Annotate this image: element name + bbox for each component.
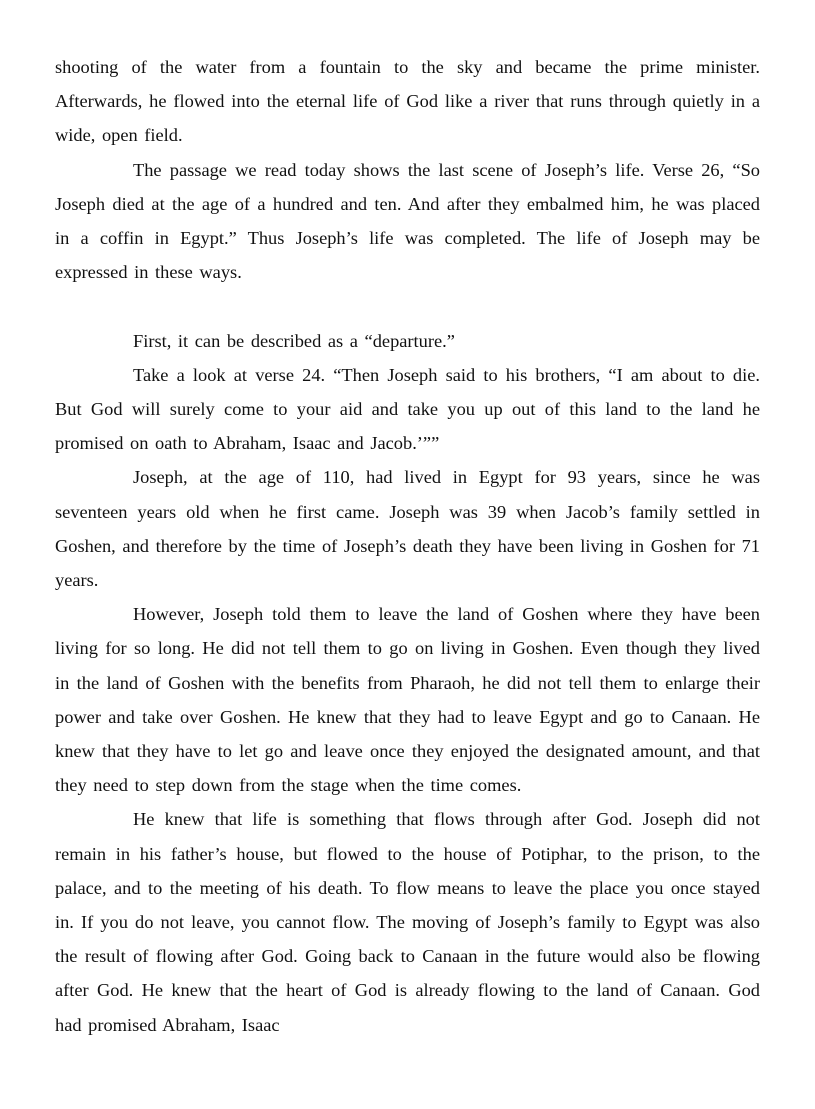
- paragraph-continuation: shooting of the water from a fountain to the sky and became the prime minister. Afterwards, he flowed into the eternal life of God like a river that runs through quietly in a wide, open field.: [55, 57, 760, 146]
- paragraph-first-point: First, it can be described as a “departure.”: [133, 330, 455, 351]
- paragraph-life-flows: He knew that life is something that flows through after God. Joseph did not remain in his father’s house, but flowed to the house of Potiphar, to the prison, to the palace, and to the meeting of his death. To flow means to leave the place you once stayed in. If you do not leave, you cannot flow. The moving of Joseph’s family to Egypt was also the result of flowing after God. Going back to Canaan in the future would also be flowing after God. He knew that the heart of God is already flowing to the land of Canaan. God had promised Abraham, Isaac: [55, 809, 760, 1035]
- paragraph-leave-goshen: However, Joseph told them to leave the land of Goshen where they have been living for so long. He did not tell them to go on living in Goshen. Even though they lived in the land of Goshen with the benefits from Pharaoh, he did not tell them to enlarge their power and take over Goshen. He knew that they had to leave Egypt and go to Canaan. He knew that they have to let go and leave once they enjoyed the designated amount, and that they need to step down from the stage when the time comes.: [55, 604, 760, 796]
- paragraph-passage-intro: The passage we read today shows the last scene of Joseph’s life. Verse 26, “So Joseph died at the age of a hundred and ten. And after they embalmed him, he was placed in a coffin in Egypt.” Thus Joseph’s life was completed. The life of Joseph may be expressed in these ways.: [55, 159, 760, 283]
- paragraph-verse-24: Take a look at verse 24. “Then Joseph said to his brothers, “I am about to die. But God will surely come to your aid and take you up out of this land to the land he promised on oath to Abraham, Isaac and Jacob.’””: [55, 364, 760, 454]
- paragraph-joseph-age: Joseph, at the age of 110, had lived in Egypt for 93 years, since he was seventeen years old when he first came. Joseph was 39 when Jacob’s family settled in Goshen, and therefore by the time of Joseph’s death they have been living in Goshen for 71 years.: [55, 467, 760, 591]
- document-page: [55, 50, 760, 1042]
- paragraph-spacer: [55, 289, 760, 323]
